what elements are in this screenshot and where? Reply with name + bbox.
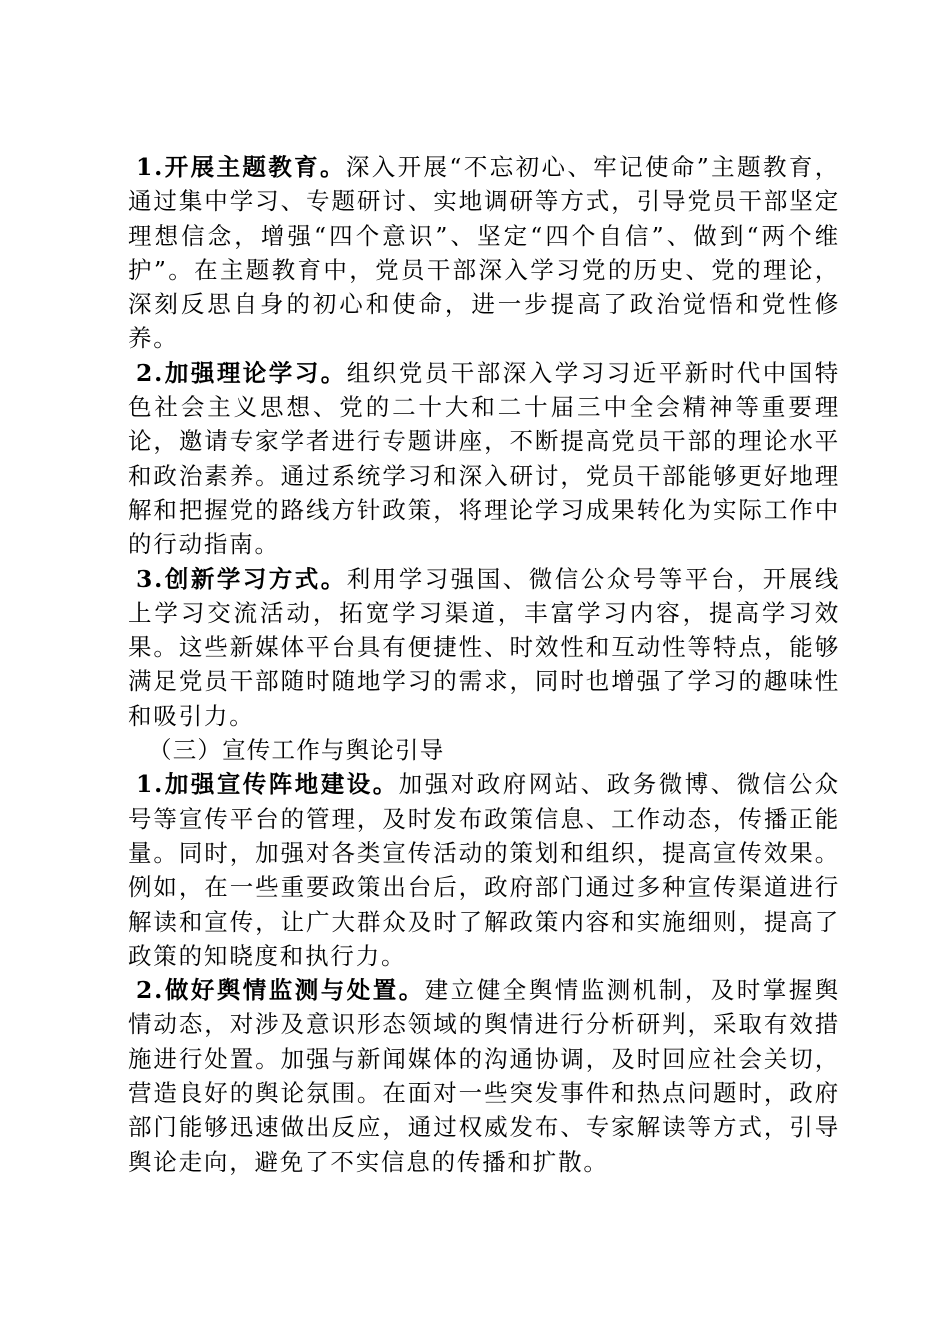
paragraph-theme-education [128,150,840,356]
section-heading: （三）宣传工作与舆论引导 [148,736,445,765]
paragraph-publicity-platforms [128,767,840,973]
paragraph-public-opinion [128,973,840,1179]
paragraph-body: 利用学习强国、微信公众号等平台，开展线上学习交流活动，拓宽学习渠道，丰富学习内容，提高学习效果。这些新媒体平台具有便捷性、时效性和互动性等特点，能够满足党员干部随时随地学习的需求，同时也增强了学习的趣味性和吸引力。 [128,564,841,730]
paragraph-theory-study [128,356,840,562]
paragraph-heading: 1.加强宣传阵地建设。 [136,770,399,799]
paragraph-body: 组织党员干部深入学习习近平新时代中国特色社会主义思想、党的二十大和二十届三中全会精神等重要理论，邀请专家学者进行专题讲座，不断提高党员干部的理论水平和政治素养。通过系统学习和深入研讨，党员干部能够更好地理解和把握党的路线方针政策，将理论学习成果转化为实际工作中的行动指南。 [128,358,841,559]
paragraph-heading: 2.做好舆情监测与处置。 [136,976,425,1005]
paragraph-body: 加强对政府网站、政务微博、微信公众号等宣传平台的管理，及时发布政策信息、工作动态，传播正能量。同时，加强对各类宣传活动的策划和组织，提高宣传效果。例如，在一些重要政策出台后，政府部门通过多种宣传渠道进行解读和宣传，让广大群众及时了解政策内容和实施细则，提高了政策的知晓度和执行力。 [128,770,840,970]
paragraph-body: 深入开展“不忘初心、牢记使命”主题教育，通过集中学习、专题研讨、实地调研等方式，引导党员干部坚定理想信念，增强“四个意识”、坚定“四个自信”、做到“两个维护”。在主题教育中，党员干部深入学习党的历史、党的理论，深刻反思自身的初心和使命，进一步提高了政治觉悟和党性修养。 [128,153,841,353]
paragraph-heading: 3.创新学习方式。 [136,564,347,593]
paragraph-body: 建立健全舆情监测机制，及时掌握舆情动态，对涉及意识形态领域的舆情进行分析研判，采取有效措施进行处置。加强与新闻媒体的沟通协调，及时回应社会关切，营造良好的舆论氛围。在面对一些突发事件和热点问题时，政府部门能够迅速做出反应，通过权威发布、专家解读等方式，引导舆论走向，避免了不实信息的传播和扩散。 [128,976,840,1176]
paragraph-learning-methods [128,562,840,733]
document-page [128,150,840,1179]
paragraph-heading: 2.加强理论学习。 [136,358,347,387]
paragraph-heading: 1.开展主题教育。 [136,153,346,181]
